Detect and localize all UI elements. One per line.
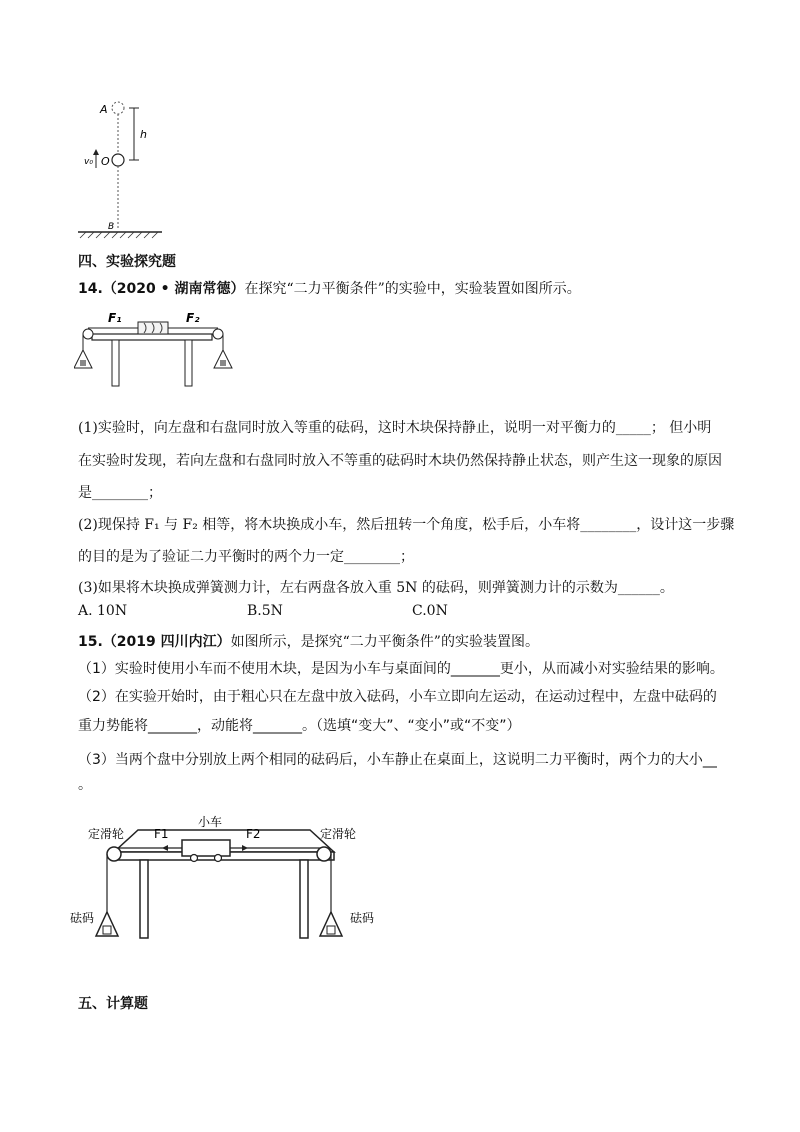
vertical-throw-figure [70, 96, 170, 242]
label-f2: F2 [246, 827, 261, 841]
pulley-right [317, 847, 331, 861]
ball-at-o [112, 154, 124, 166]
label-weight-left: 砝码 [70, 911, 95, 925]
label-pulley-left: 定滑轮 [88, 827, 125, 841]
weight-block-left [103, 926, 111, 934]
q14-intro: 在探究“二力平衡条件”的实验中，实验装置如图所示。 [244, 281, 581, 297]
label-weight-right: 砝码 [350, 911, 375, 925]
q14-option-c: C.0N [412, 603, 448, 619]
q15-part2-line1: （2）在实验开始时，由于粗心只在左盘中放入砝码，小车立即向左运动，在运动过程中，左盘中砝码的 [78, 689, 717, 705]
pulley-left [83, 329, 93, 339]
table-leg-right [185, 340, 192, 386]
q14-apparatus-figure [74, 306, 234, 392]
q14-part1-line3: 是________； [78, 485, 162, 501]
label-pulley-right: 定滑轮 [320, 827, 357, 841]
q14-part1-line2: 在实验时发现，若向左盘和右盘同时放入不等重的砝码时木块仍然保持静止状态，则产生这一现象的原因 [78, 453, 722, 469]
table-leg-left [112, 340, 119, 386]
table-leg-front-left [140, 860, 148, 938]
cart-body [182, 840, 230, 856]
ground-hatching [80, 232, 158, 238]
tabletop [92, 334, 212, 340]
pulley-right [213, 329, 223, 339]
label-f1: F₁ [108, 311, 122, 325]
label-f1: F1 [154, 827, 169, 841]
table-leg-front-right [300, 860, 308, 938]
weight-block-right [327, 926, 335, 934]
q14-part1-line1: (1)实验时，向左盘和右盘同时放入等重的砝码，这时木块保持静止，说明一对平衡力的_____； 但小明 [78, 420, 712, 436]
label-o: O [101, 155, 110, 168]
q15-part3-line2: 。 [78, 777, 92, 793]
label-v0: v₀ [84, 157, 93, 167]
q14-part2-line1: (2)现保持 F₁ 与 F₂ 相等，将木块换成小车，然后扭转一个角度，松手后，小车将________，设计这一步骤 [78, 517, 735, 533]
q15-part3-line1: （3）当两个盘中分别放上两个相同的砝码后，小车静止在桌面上，这说明二力平衡时，两个力的大小__ [78, 752, 717, 768]
q15-number: 15.（2019 四川内江） [78, 634, 231, 650]
cart-wheel-left [191, 855, 198, 862]
q14-option-b: B.5N [247, 603, 283, 619]
weight-right [220, 360, 226, 366]
q14-heading [78, 279, 581, 299]
q14-option-a: A. 10N [78, 603, 128, 619]
section-4-title: 四、实验探究题 [78, 254, 176, 270]
velocity-arrowhead [93, 149, 99, 155]
weight-left [80, 360, 86, 366]
label-h: h [140, 128, 147, 141]
q15-part2-line2: 重力势能将_______，动能将_______。（选填“变大”、“变小”或“不变”） [78, 718, 521, 734]
label-b: B [108, 222, 115, 232]
label-a: A [100, 103, 108, 116]
label-car: 小车 [198, 815, 223, 829]
pulley-left [107, 847, 121, 861]
ball-at-a [112, 102, 124, 114]
q15-apparatus-figure [66, 808, 376, 948]
q15-part1: （1）实验时使用小车而不使用木块，是因为小车与桌面间的_______更小，从而减小对实验结果的影响。 [78, 661, 724, 677]
q14-part3: (3)如果将木块换成弹簧测力计，左右两盘各放入重 5N 的砝码，则弹簧测力计的示数为______。 [78, 580, 674, 596]
q15-intro: 如图所示，是探究“二力平衡条件”的实验装置图。 [230, 634, 539, 650]
q14-number: 14.（2020 • 湖南常德） [78, 281, 245, 297]
q14-part2-line2: 的目的是为了验证二力平衡时的两个力一定________； [78, 549, 414, 565]
q15-heading [78, 632, 539, 652]
label-f2: F₂ [186, 311, 200, 325]
section-5-title: 五、计算题 [78, 996, 148, 1012]
cart-wheel-right [215, 855, 222, 862]
